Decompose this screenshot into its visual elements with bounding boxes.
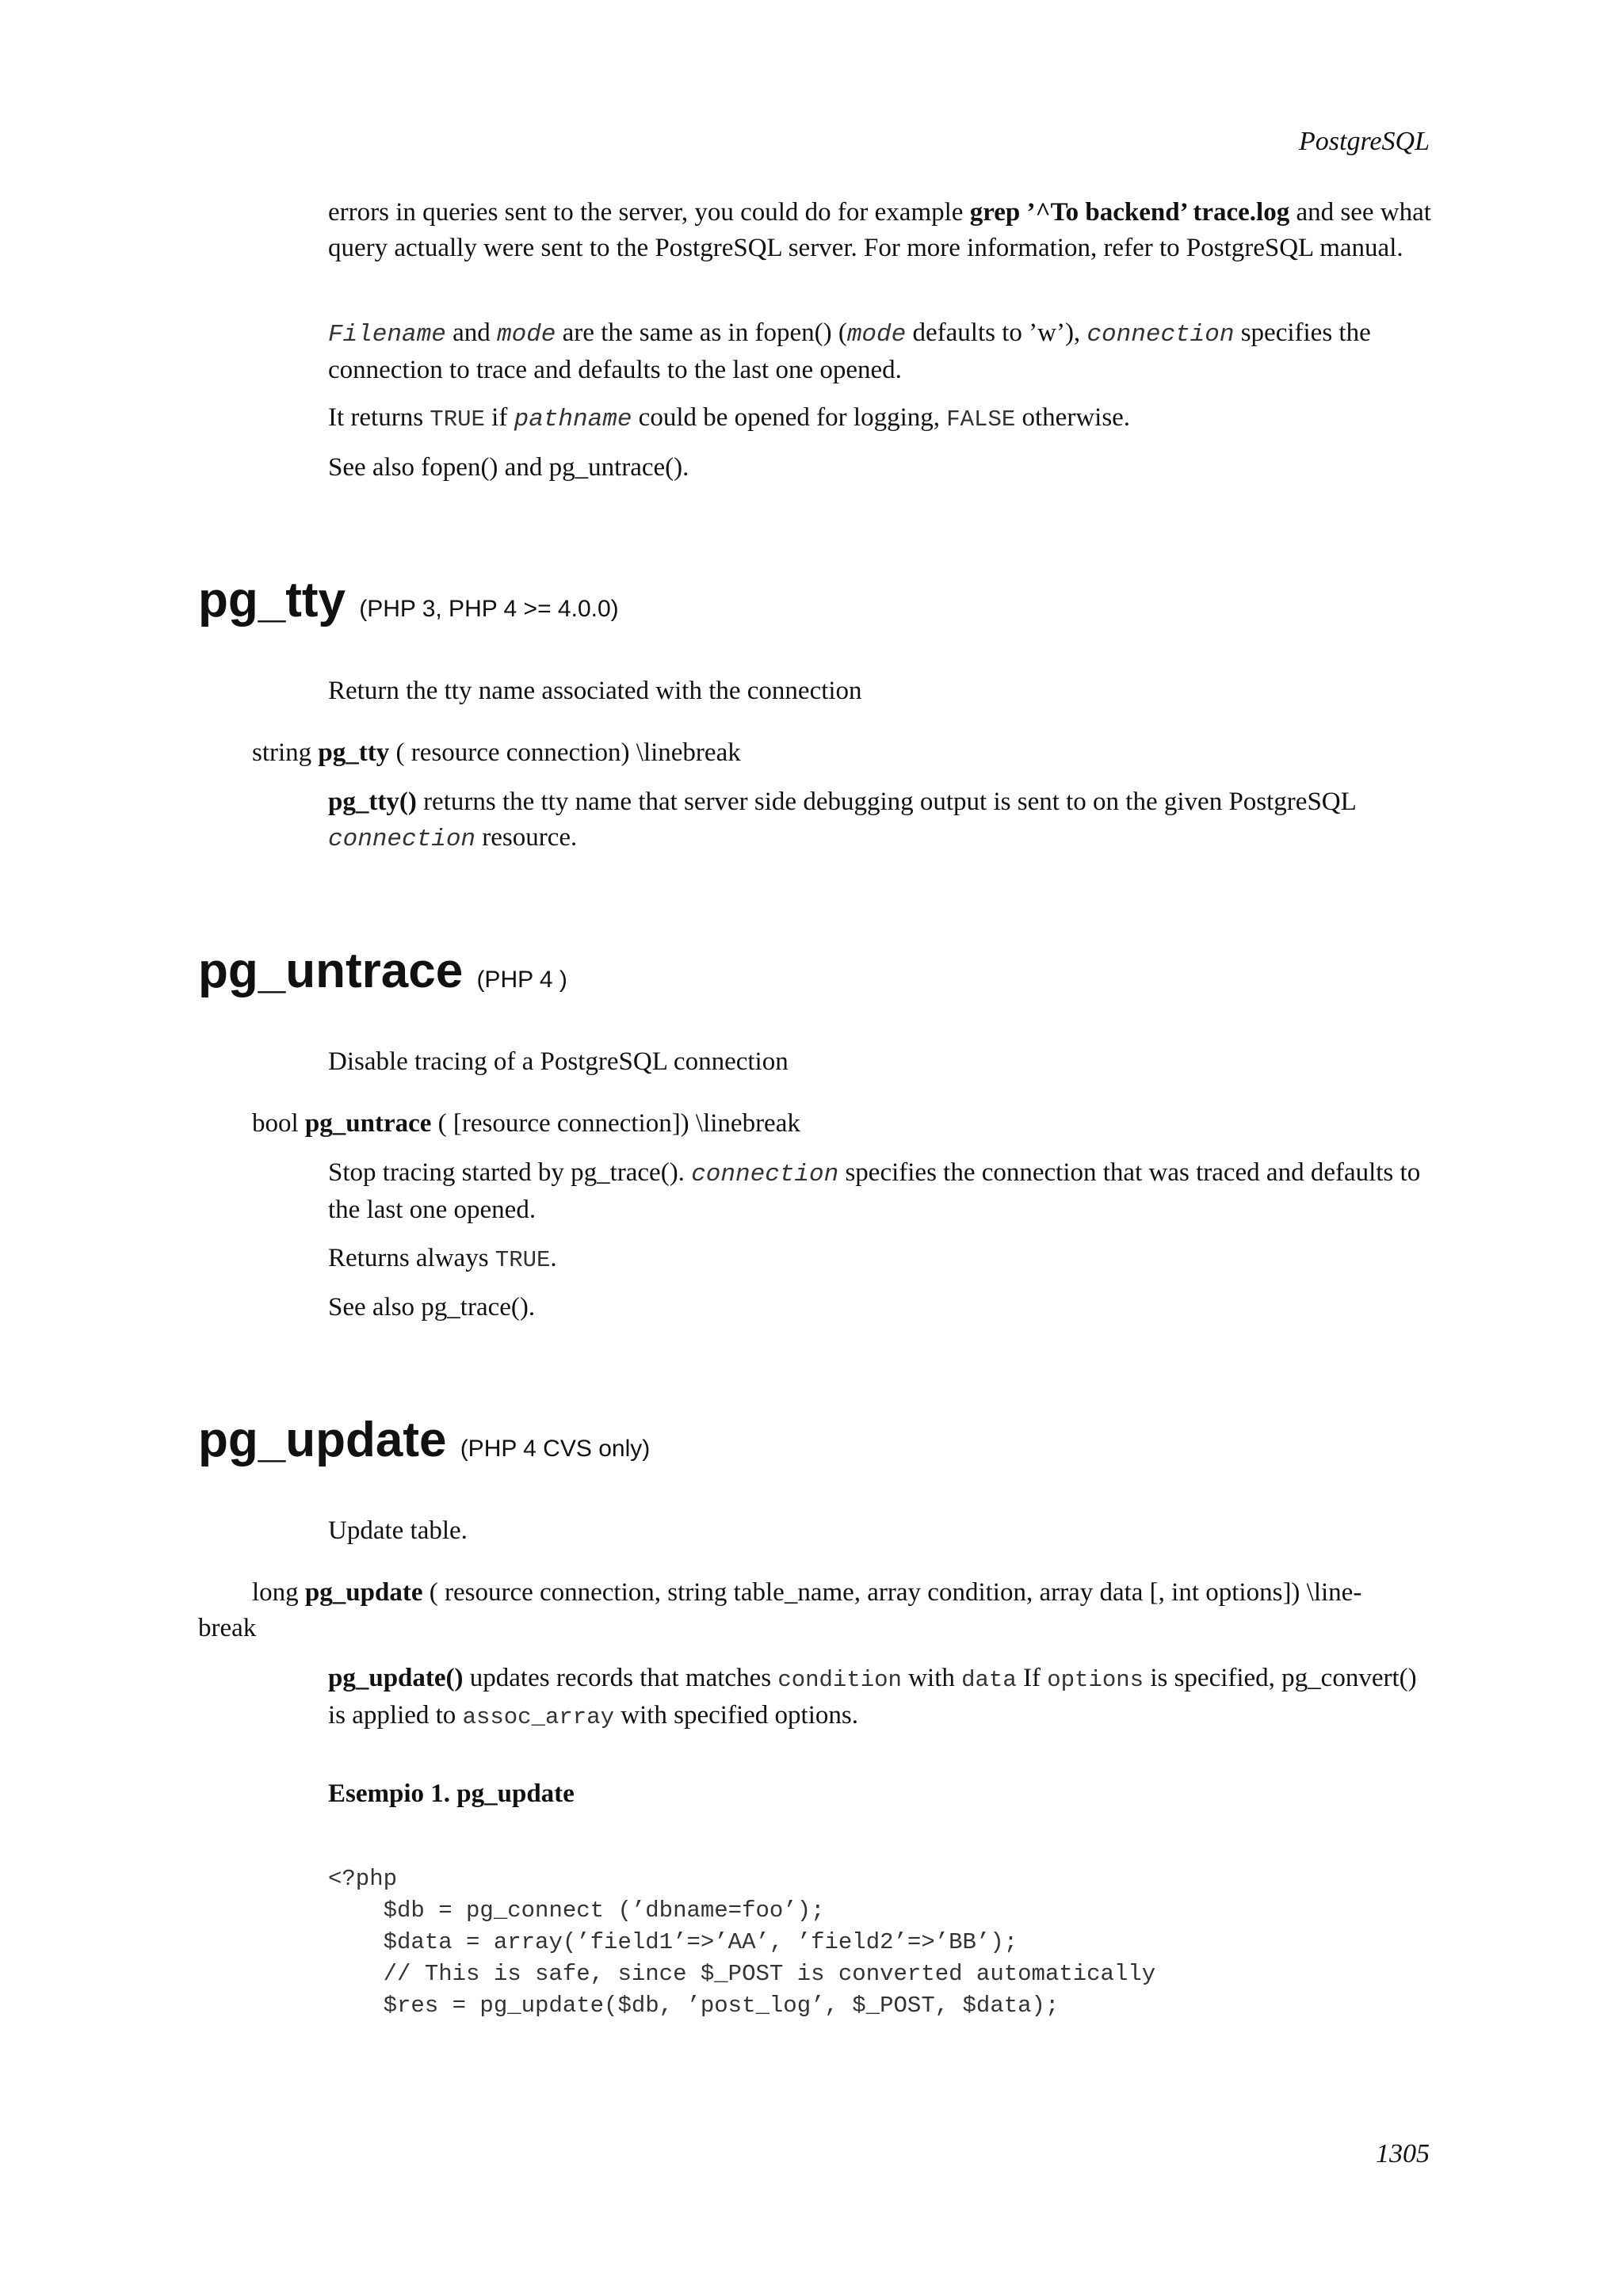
param-options: options xyxy=(1047,1667,1144,1693)
param-condition: condition xyxy=(777,1667,902,1693)
function-name: pg_tty xyxy=(198,573,346,627)
entry-title-pg-untrace xyxy=(198,943,567,1009)
pg-update-purpose: Update table. xyxy=(328,1516,468,1545)
entry-title-pg-tty xyxy=(198,572,619,638)
code-line: $db = pg_connect (’dbname=foo’); xyxy=(328,1897,825,1924)
text: specifies the connection that was traced and defaults to the last one opened. xyxy=(328,1158,1421,1224)
trace-see-also: See also fopen() and pg_untrace(). xyxy=(328,453,689,482)
text: Stop tracing started by pg_trace(). xyxy=(328,1158,692,1187)
grep-command: grep ’^To backend’ trace.log xyxy=(969,198,1290,227)
pg-untrace-purpose: Disable tracing of a PostgreSQL connection xyxy=(328,1047,789,1076)
running-header: PostgreSQL xyxy=(1299,127,1430,156)
text: errors in queries sent to the server, you could do for example xyxy=(328,198,970,227)
pg-update-description xyxy=(328,1661,1438,1735)
version-info: (PHP 3, PHP 4 >= 4.0.0) xyxy=(359,596,619,622)
code-line: $res = pg_update($db, ’post_log’, $_POST, $data); xyxy=(328,1993,1060,2019)
text: Returns always xyxy=(328,1244,495,1272)
pg-untrace-returns xyxy=(328,1241,1438,1278)
text: are the same as in fopen() ( xyxy=(556,318,847,347)
param-filename: Filename xyxy=(328,321,446,349)
constant-true: TRUE xyxy=(430,406,485,433)
arguments: ( [resource connection]) \linebreak xyxy=(431,1109,800,1138)
pg-tty-description xyxy=(328,784,1438,857)
text: could be opened for logging, xyxy=(632,403,947,432)
text: with xyxy=(901,1664,962,1692)
pg-tty-purpose: Return the tty name associated with the connection xyxy=(328,677,862,705)
text: If xyxy=(1016,1664,1048,1692)
text: and see what query actually were sent to the PostgreSQL server. For more information, refer to PostgreSQL manual. xyxy=(328,198,1431,262)
code-line: // This is safe, since $_POST is converted automatically xyxy=(328,1961,1156,1987)
return-type: string xyxy=(252,738,319,767)
entry-title-pg-update xyxy=(198,1412,650,1478)
trace-paragraph-2 xyxy=(328,315,1438,388)
trace-paragraph-1 xyxy=(328,195,1438,266)
text: specifies the connection to trace and defaults to the last one opened. xyxy=(328,318,1371,384)
code-line: $data = array(’field1’=>’AA’, ’field2’=>’BB’); xyxy=(328,1929,1018,1955)
param-data: data xyxy=(961,1667,1017,1693)
text: and xyxy=(445,318,497,347)
text: It returns xyxy=(328,403,430,432)
constant-true: TRUE xyxy=(495,1247,551,1273)
pg-untrace-see-also: See also pg_trace(). xyxy=(328,1293,536,1322)
pg-update-signature xyxy=(252,1575,1441,1611)
constant-false: FALSE xyxy=(946,406,1016,433)
function-name: pg_update xyxy=(198,1413,447,1467)
pg-update-signature-wrap: break xyxy=(198,1614,257,1642)
text: with specified options. xyxy=(614,1701,858,1730)
version-info: (PHP 4 CVS only) xyxy=(460,1436,651,1462)
trace-paragraph-3 xyxy=(328,400,1438,437)
text: otherwise. xyxy=(1015,403,1131,432)
text: . xyxy=(550,1244,557,1272)
text: defaults to ’w’), xyxy=(906,318,1087,347)
code-example xyxy=(328,1863,1155,2022)
function-name: pg_untrace xyxy=(304,1109,432,1138)
function-name: pg_untrace xyxy=(198,944,464,998)
param-mode: mode xyxy=(846,321,907,349)
version-info: (PHP 4 ) xyxy=(476,967,567,993)
pg-tty-signature xyxy=(252,735,1441,771)
text: if xyxy=(484,403,514,432)
param-connection: connection xyxy=(1086,321,1235,349)
text: updates records that matches xyxy=(463,1664,778,1692)
text: returns the tty name that server side debugging output is sent to on the given PostgreSQL xyxy=(416,788,1356,816)
arguments: ( resource connection, string table_name, array condition, array data [, int options]) \line- xyxy=(422,1578,1362,1607)
arguments: ( resource connection) \linebreak xyxy=(389,738,741,767)
function-name: pg_tty() xyxy=(328,788,417,816)
text: resource. xyxy=(475,823,578,852)
page-number: 1305 xyxy=(1376,2139,1430,2168)
example-title: Esempio 1. pg_update xyxy=(328,1779,575,1808)
param-connection: connection xyxy=(328,826,476,853)
param-mode: mode xyxy=(496,321,556,349)
return-type: bool xyxy=(252,1109,305,1138)
param-pathname: pathname xyxy=(514,406,632,433)
param-connection: connection xyxy=(691,1161,839,1188)
pg-untrace-signature xyxy=(252,1106,1441,1142)
param-assoc-array: assoc_array xyxy=(462,1704,614,1730)
code-line: <?php xyxy=(328,1866,398,1892)
text: is specified, pg_convert() is applied to xyxy=(328,1664,1417,1730)
pg-untrace-description xyxy=(328,1155,1438,1228)
function-name: pg_update xyxy=(304,1578,423,1607)
function-name: pg_update() xyxy=(328,1664,464,1692)
function-name: pg_tty xyxy=(318,738,390,767)
return-type: long xyxy=(252,1578,305,1607)
